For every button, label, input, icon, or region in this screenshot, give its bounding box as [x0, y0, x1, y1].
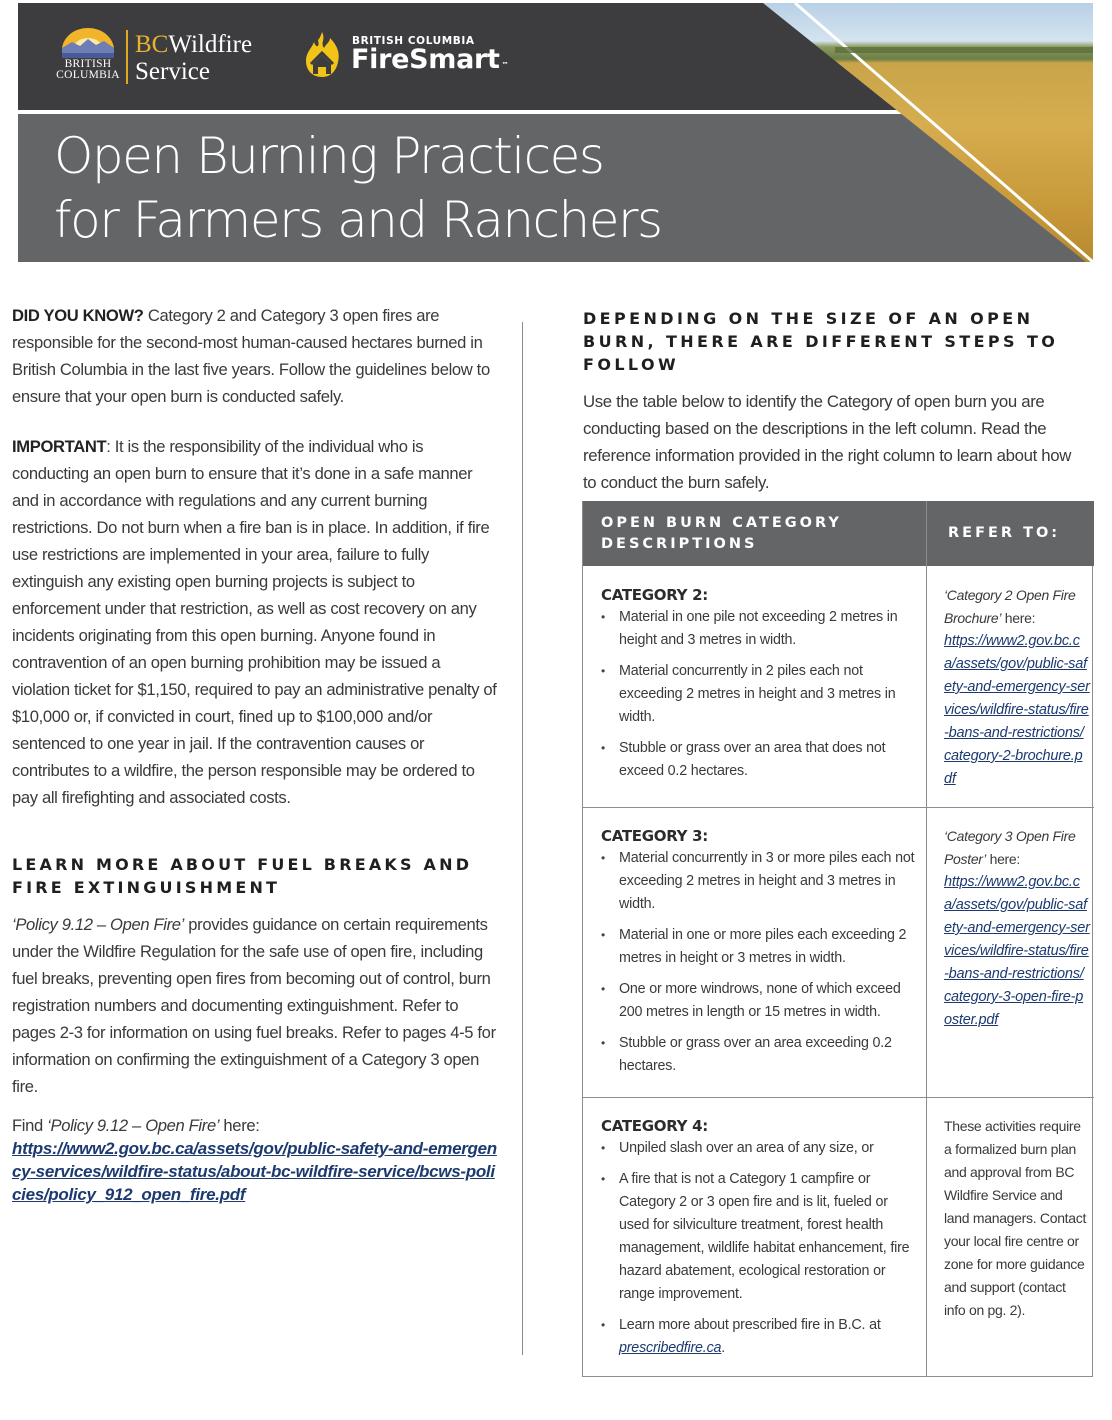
table-intro-paragraph: Use the table below to identify the Category of open burn you are conducting based on the descriptions in the left column. Read the reference information provided in the right column to learn about how to conduct the burn safely.	[583, 392, 1071, 492]
firesmart-logo: BRITISH COLUMBIA FireSmart ™	[302, 30, 512, 80]
table-row-category-4-description: CATEGORY 4: • Unpiled slash over an area of any size, or • A fire that is not a Category 1 campfire or Category 2 or 3 open fire and is lit, fueled or used for silviculture treatment, forest health management, wildlife habitat enhancement, fire hazard abatement, ecological restoration or range improvement. • Learn more about prescribed fire in B.C. at prescribedfire.ca.	[601, 1115, 919, 1368]
right-column	[583, 307, 1088, 496]
list-item: • Material in one or more piles each exceeding 2 metres in height or 3 metres in width.	[601, 924, 919, 970]
firesmart-wordmark: FireSmart ™	[351, 44, 509, 75]
bc-sun-mountain-icon	[58, 26, 118, 58]
list-item: • Learn more about prescribed fire in B.C. at prescribedfire.ca.	[601, 1314, 919, 1360]
policy-paragraph: ‘Policy 9.12 – Open Fire’ provides guidance on certain requirements under the Wildfire Regulation for the safe use of open fire, including fuel breaks, preventing open fires from becoming out of control, burn registration numbers and documenting extinguishment. Refer to pages 2-3 for information on using fuel breaks. Refer to pages 4-5 for information on confirming the extinguishment of a Category 3 open fire.	[12, 915, 496, 1096]
bc-government-wordmark: BRITISH COLUMBIA	[56, 58, 120, 81]
list-item: • Material concurrently in 3 or more piles each not exceeding 2 metres in height and 3 metres in width.	[601, 847, 919, 916]
category-2-list	[601, 606, 919, 783]
list-item: • Material concurrently in 2 piles each not exceeding 2 metres in height and 3 metres in width.	[601, 660, 919, 729]
bcws-service-wordmark: Service	[135, 58, 210, 85]
table-column-separator	[926, 501, 927, 1377]
table-row-category-2-description: CATEGORY 2: • Material in one pile not exceeding 2 metres in height and 3 metres in width. • Material concurrently in 2 piles each not exceeding 2 metres in height and 3 metres in width. • Stubble or grass over an area that does not exceed 0.2 hectares.	[601, 584, 919, 791]
category-3-poster-link[interactable]: https://www2.gov.bc.ca/assets/gov/public-safety-and-emergency-services/wildfire-status/fire-bans-and-restrictions/category-3-open-fire-poster.pdf	[944, 874, 1090, 1028]
category-2-brochure-link[interactable]: https://www2.gov.bc.ca/assets/gov/public-safety-and-emergency-services/wildfire-status/fire-bans-and-restrictions/category-2-brochure.pdf	[944, 633, 1090, 787]
table-row-category-4-reference: These activities require a formalized burn plan and approval from BC Wildfire Service and land managers. Contact your local fire centre or zone for more guidance and support (contact info on pg. 2).	[944, 1118, 1087, 1318]
table-row-category-2-reference: ‘Category 2 Open Fire Brochure’ here: https://www2.gov.bc.ca/assets/gov/public-safety-and-emergency-services/wildfire-status/fire-bans-and-restrictions/category-2-brochure.pdf	[944, 584, 1090, 791]
steps-heading: DEPENDING ON THE SIZE OF AN OPEN BURN, THERE ARE DIFFERENT STEPS TO FOLLOW	[583, 309, 1059, 374]
column-header-refer-to: REFER TO:	[948, 525, 1061, 541]
column-header-descriptions: OPEN BURN CATEGORY DESCRIPTIONS	[601, 514, 842, 552]
did-you-know-paragraph: DID YOU KNOW? Category 2 and Category 3 open fires are responsible for the second-most human-caused hectares burned in British Columbia in the last five years. Follow the guidelines below to ensure that your open burn is conducted safely.	[12, 306, 490, 406]
important-paragraph: IMPORTANT: It is the responsibility of the individual who is conducting an open burn to ensure that it’s done in a safe manner and in accordance with regulations and any current burning restrictions. Do not burn when a fire ban is in place. In addition, if fire use restrictions are implemented in your area, failure to fully extinguish any existing open burning projects is subject to enforcement under that restriction, as well as cost recovery on any incidents originating from this open burning. Anyone found in contravention of an open burning prohibition may be issued a violation ticket for $1,150, required to pay an administrative penalty of $10,000 or, if convicted in court, fined up to $100,000 and/or sentenced to one year in jail. If the contravention causes or contributes to a wildfire, the person responsible may be ordered to pay all firefighting and associated costs.	[12, 437, 497, 807]
page-header	[0, 0, 1112, 270]
list-item: • One or more windrows, none of which exceed 200 metres in length or 15 metres in width.	[601, 978, 919, 1024]
bc-wildfire-service-logo	[52, 26, 262, 86]
prescribed-fire-link[interactable]: prescribedfire.ca	[619, 1340, 722, 1356]
list-item: • Stubble or grass over an area exceeding 0.2 hectares.	[601, 1032, 919, 1078]
left-column	[12, 302, 502, 1206]
table-row-separator	[583, 1097, 1094, 1098]
table-header	[583, 501, 1094, 566]
category-3-list	[601, 847, 919, 1078]
fuel-breaks-heading: LEARN MORE ABOUT FUEL BREAKS AND FIRE EXTINGUISHMENT	[12, 855, 473, 897]
logo-separator	[126, 30, 128, 84]
find-policy-line: Find ‘Policy 9.12 – Open Fire’ here:	[12, 1116, 260, 1135]
column-divider	[522, 322, 523, 1355]
table-row-separator	[583, 807, 1094, 808]
policy-912-link[interactable]: https://www2.gov.bc.ca/assets/gov/public-safety-and-emergency-services/wildfire-status/about-bc-wildfire-service/bcws-policies/policy_912_open_fire.pdf	[12, 1139, 497, 1204]
list-item: • Stubble or grass over an area that does not exceed 0.2 hectares.	[601, 737, 919, 783]
list-item: • A fire that is not a Category 1 campfire or Category 2 or 3 open fire and is lit, fueled or used for silviculture treatment, forest health management, wildlife habitat enhancement, fire hazard abatement, ecological restoration or range improvement.	[601, 1168, 919, 1306]
flame-house-icon	[302, 30, 342, 78]
header-divider	[18, 110, 918, 114]
open-burn-category-table	[582, 501, 1093, 1377]
table-row-category-3-reference: ‘Category 3 Open Fire Poster’ here: https://www2.gov.bc.ca/assets/gov/public-safety-and-emergency-services/wildfire-status/fire-bans-and-restrictions/category-3-open-fire-poster.pdf	[944, 825, 1090, 1032]
list-item: • Unpiled slash over an area of any size, or	[601, 1137, 919, 1160]
table-row-category-3-description: CATEGORY 3: • Material concurrently in 3 or more piles each not exceeding 2 metres in height and 3 metres in width. • Material in one or more piles each exceeding 2 metres in height or 3 metres in width. • One or more windrows, none of which exceed 200 metres in length or 15 metres in width. • Stubble or grass over an area exceeding 0.2 hectares.	[601, 825, 919, 1086]
list-item: • Material in one pile not exceeding 2 metres in height and 3 metres in width.	[601, 606, 919, 652]
bcws-wordmark: BCWildfire	[135, 31, 253, 58]
page-title: Open Burning Practices for Farmers and Ranchers	[54, 127, 662, 249]
category-4-list	[601, 1137, 919, 1360]
